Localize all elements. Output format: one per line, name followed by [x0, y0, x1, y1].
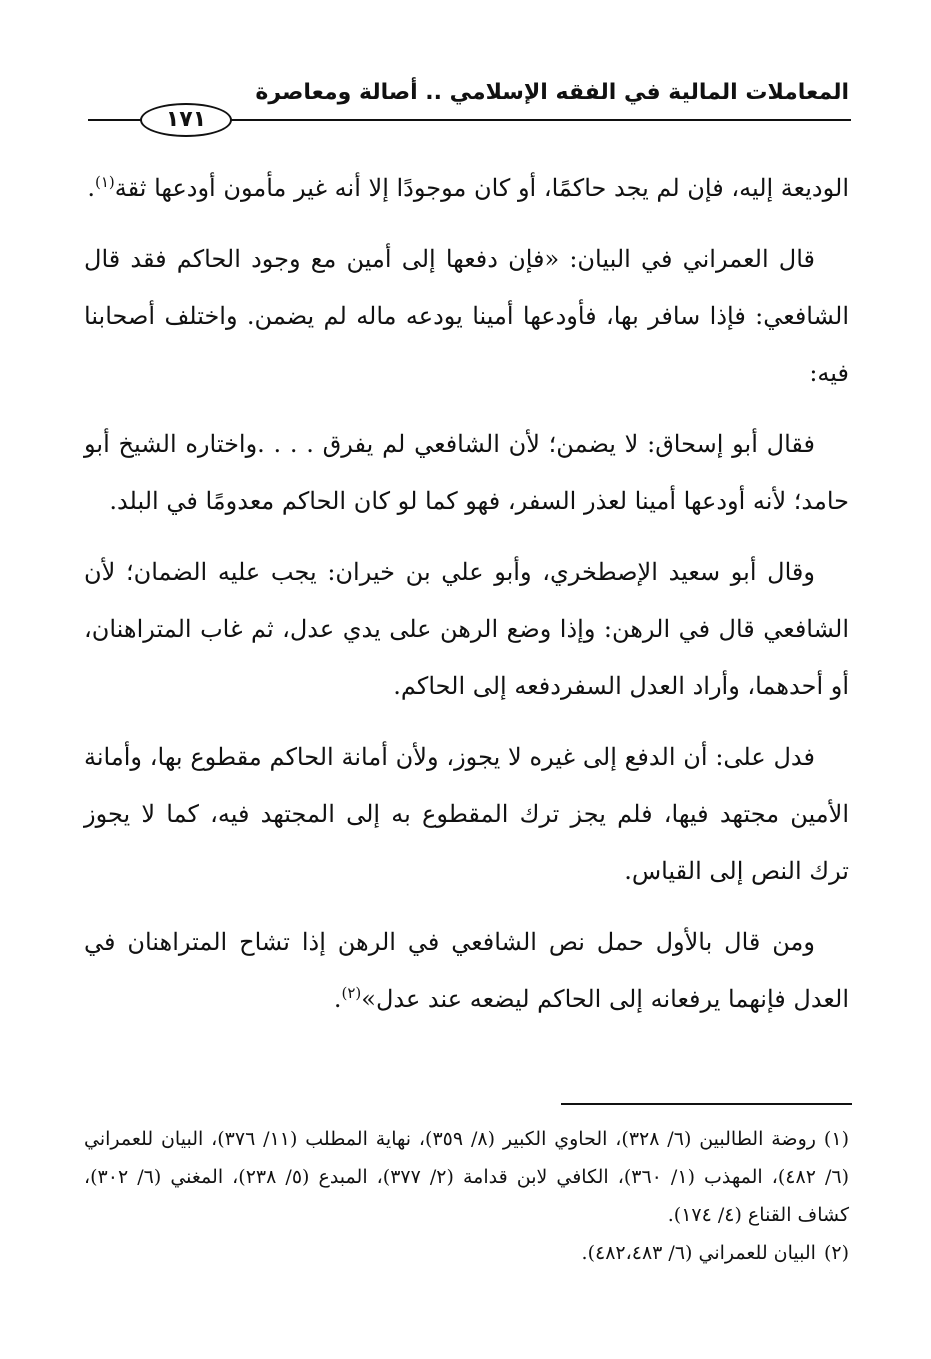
- paragraph-1-text: الوديعة إليه، فإن لم يجد حاكمًا، أو كان موجودًا إلا أنه غير مأمون أودعها ثقة: [114, 174, 849, 202]
- paragraph-1: الوديعة إليه، فإن لم يجد حاكمًا، أو كان موجودًا إلا أنه غير مأمون أودعها ثقة$^{(١)}$.: [87, 173, 849, 202]
- paragraph-4: وقال أبو سعيد الإصطخري، وأبو علي بن خيران: يجب عليه الضمان؛ لأن الشافعي قال في الرهن: وإذا وضع الرهن على يدي عدل، ثم غاب المتراهنان، أو أحدهما، وأراد العدل السفردفعه إلى الحاكم.: [84, 558, 849, 700]
- paragraph-6: ومن قال بالأول حمل نص الشافعي في الرهن إذا تشاح المتراهنان في العدل فإنهما يرفعانه إلى الحاكم ليضعه عند عدل»$^{(٢)}$.: [84, 928, 849, 1013]
- main-text: [84, 160, 849, 1042]
- footnote-1: [84, 1120, 849, 1234]
- paragraph-5: فدل على: أن الدفع إلى غيره لا يجوز، ولأن أمانة الحاكم مقطوع بها، وأمانة الأمين مجتهد فيها، فلم يجز ترك المقطوع به إلى المجتهد فيه، كما لا يجوز ترك النص إلى القياس.: [84, 743, 849, 885]
- footnote-ref-2: (٢): [341, 984, 362, 1002]
- footnote-2-text: البيان للعمراني (٦/ ٤٨٢،٤٨٣).: [581, 1242, 816, 1264]
- paragraph-2: قال العمراني في البيان: «فإن دفعها إلى أمين مع وجود الحاكم فقد قال الشافعي: فإذا سافر بها، فأودعها أمينا يودعه ماله لم يضمن. واختلف أصحابنا فيه:: [84, 245, 849, 387]
- footnote-separator: [561, 1103, 852, 1105]
- paragraph-6-text: ومن قال بالأول حمل نص الشافعي في الرهن إذا تشاح المتراهنان في العدل فإنهما يرفعانه إلى الحاكم ليضعه عند عدل»: [84, 928, 849, 1013]
- page-number-badge: ١٧١: [140, 103, 232, 137]
- paragraph-3: فقال أبو إسحاق: لا يضمن؛ لأن الشافعي لم يفرق . . . .واختاره الشيخ أبو حامد؛ لأنه أودعها أمينا لعذر السفر، فهو كما لو كان الحاكم معدومًا في البلد.: [84, 430, 849, 515]
- footnote-1-number: (١): [823, 1128, 849, 1150]
- footnote-ref-1: (١): [94, 173, 115, 191]
- running-title: المعاملات المالية في الفقه الإسلامي .. أصالة ومعاصرة: [255, 80, 849, 105]
- footnotes: [84, 1120, 849, 1272]
- footnote-2-number: (٢): [823, 1242, 849, 1264]
- footnote-2: [84, 1234, 849, 1272]
- footnote-1-text: روضة الطالبين (٦/ ٣٢٨)، الحاوي الكبير (٨/ ٣٥٩)، نهاية المطلب (١١/ ٣٧٦)، البيان للعمراني (٦/ ٤٨٢)، المهذب (١/ ٣٦٠)، الكافي لابن قدامة (٢/ ٣٧٧)، المبدع (٥/ ٢٣٨)، المغني (٦/ ٣٠٢)، كشاف القناع (٤/ ١٧٤).: [84, 1128, 850, 1226]
